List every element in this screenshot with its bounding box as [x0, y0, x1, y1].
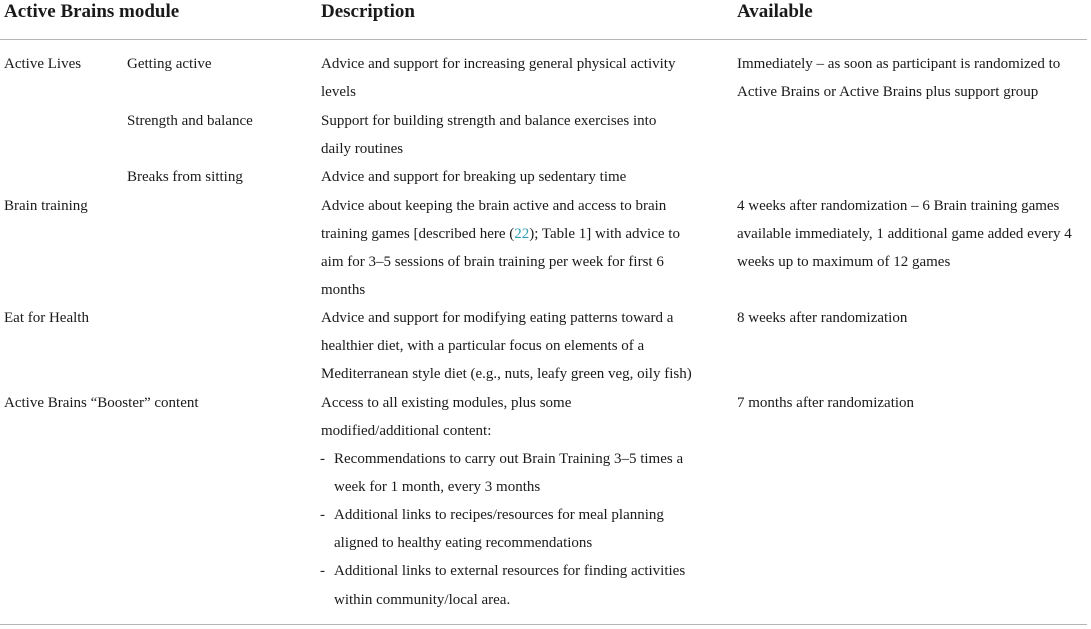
desc-strength-balance-line-2: daily routines: [321, 141, 404, 157]
desc-brain-training-line-2-post: ); Table 1] with advice to: [529, 226, 680, 242]
desc-brain-training-line-2: [321, 220, 680, 248]
booster-bullet-2-line-1: Additional links to recipes/resources for meal planning: [334, 507, 664, 523]
citation-link[interactable]: 22: [514, 226, 530, 242]
desc-brain-training-line-3: aim for 3–5 sessions of brain training per week for first 6: [321, 254, 664, 270]
avail-brain-training-line-2: available immediately, 1 additional game added every 4: [737, 226, 1072, 242]
desc-eat-for-health-line-3: Mediterranean style diet (e.g., nuts, leafy green veg, oily fish): [321, 366, 692, 382]
desc-eat-for-health-line-1: Advice and support for modifying eating patterns toward a: [321, 310, 674, 326]
desc-brain-training-line-2-pre: training games [described here (: [321, 226, 515, 242]
desc-brain-training-line-4: months: [321, 282, 366, 298]
bullet-dash: -: [320, 563, 325, 579]
desc-booster-line-2: modified/additional content:: [321, 423, 492, 439]
header-available: Available: [737, 1, 813, 22]
submodule-getting-active: Getting active: [127, 56, 212, 72]
avail-brain-training-line-1: 4 weeks after randomization – 6 Brain training games: [737, 198, 1060, 214]
desc-strength-balance-line-1: Support for building strength and balance exercises into: [321, 113, 657, 129]
module-booster: Active Brains “Booster” content: [4, 395, 199, 411]
header-module: Active Brains module: [4, 1, 180, 22]
booster-bullet-1-line-2: week for 1 month, every 3 months: [334, 479, 541, 495]
module-eat-for-health: Eat for Health: [4, 310, 89, 326]
avail-eat-for-health: 8 weeks after randomization: [737, 310, 908, 326]
module-brain-training: Brain training: [4, 198, 88, 214]
submodule-strength-balance: Strength and balance: [127, 113, 253, 129]
avail-active-lives-line-2: Active Brains or Active Brains plus support group: [737, 84, 1039, 100]
booster-bullet-3-line-2: within community/local area.: [334, 592, 511, 608]
booster-bullet-3-line-1: Additional links to external resources for finding activities: [334, 563, 686, 579]
header-description: Description: [321, 1, 415, 22]
module-active-lives: Active Lives: [4, 56, 82, 72]
desc-getting-active-line-1: Advice and support for increasing general physical activity: [321, 56, 676, 72]
header-divider: [0, 39, 1087, 40]
submodule-breaks-sitting: Breaks from sitting: [127, 169, 243, 185]
desc-getting-active-line-2: levels: [321, 84, 356, 100]
desc-breaks-sitting: Advice and support for breaking up sedentary time: [321, 169, 627, 185]
desc-booster-line-1: Access to all existing modules, plus some: [321, 395, 572, 411]
table-bottom-rule: [0, 624, 1087, 625]
desc-eat-for-health-line-2: healthier diet, with a particular focus on elements of a: [321, 338, 645, 354]
bullet-dash: -: [320, 507, 325, 523]
booster-bullet-1-line-1: Recommendations to carry out Brain Training 3–5 times a: [334, 451, 684, 467]
booster-bullet-2-line-2: aligned to healthy eating recommendations: [334, 535, 593, 551]
avail-brain-training-line-3: weeks up to maximum of 12 games: [737, 254, 951, 270]
desc-brain-training-line-1: Advice about keeping the brain active and access to brain: [321, 198, 667, 214]
bullet-dash: -: [320, 451, 325, 467]
avail-active-lives-line-1: Immediately – as soon as participant is randomized to: [737, 56, 1061, 72]
avail-booster: 7 months after randomization: [737, 395, 915, 411]
